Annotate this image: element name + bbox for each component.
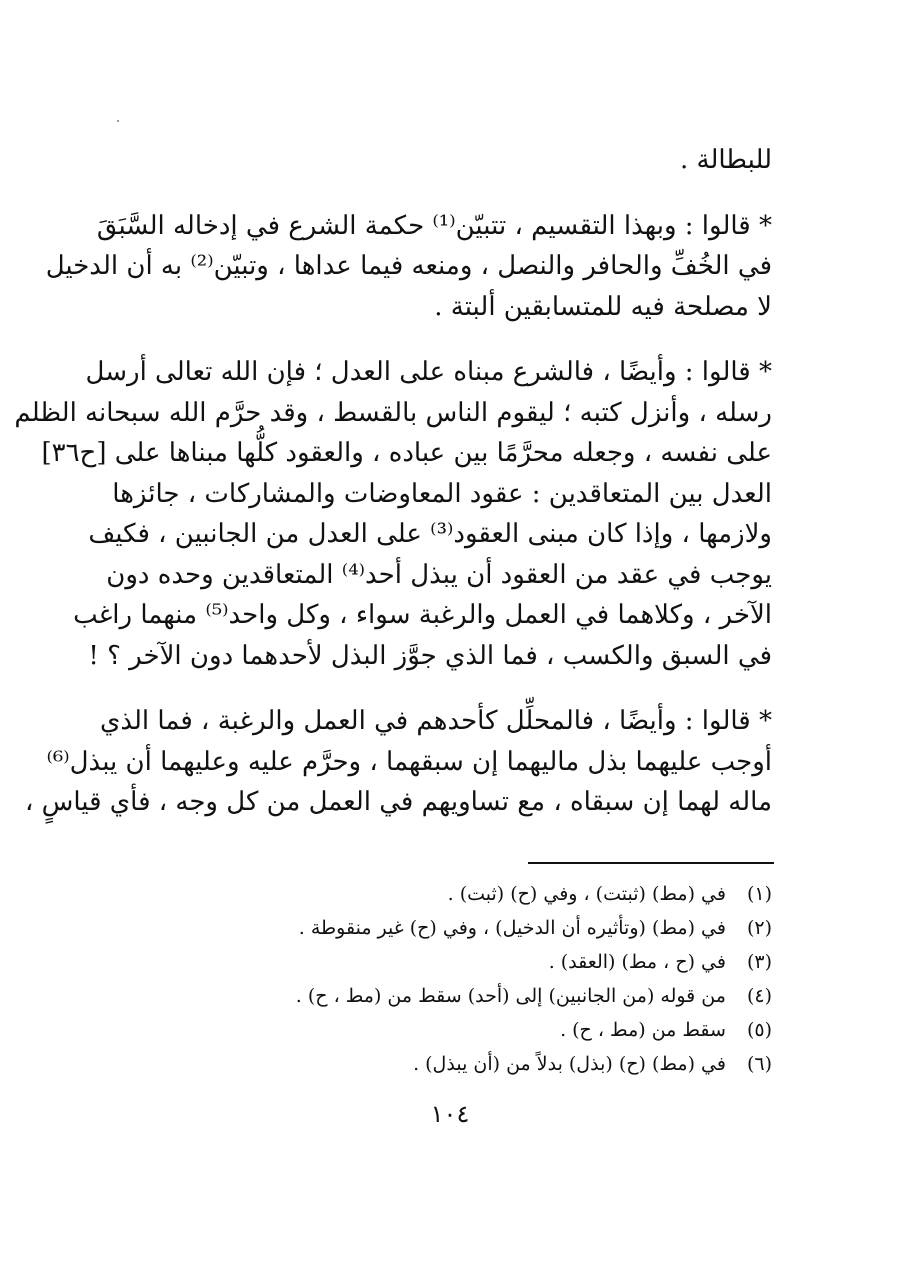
text-line: في الخُفِّ والحافر والنصل ، ومنعه فيما عداها ، وتبيّن⁽²⁾ به أن الدخيل <box>45 251 772 281</box>
footnote-text: من قوله (من الجانبين) إلى (أحد) سقط من (مط ، ح) . <box>295 985 726 1007</box>
text-line: لا مصلحة فيه للمتسابقين ألبتة . <box>434 291 772 322</box>
text-line: أوجب عليهما بذل ماليهما إن سبقهما ، وحرَّم عليه وعليهما أن يبذل⁽⁶⁾ <box>46 746 772 777</box>
footnote-number: (١) <box>746 883 772 905</box>
text-line: رسله ، وأنزل كتبه ؛ ليقوم الناس بالقسط ، وقد حرَّم الله سبحانه الظلم <box>14 397 772 428</box>
footnote-5 <box>200 1013 772 1047</box>
opening-line-paragraph <box>128 140 772 181</box>
footnote-text: في (مط) (ح) (بذل) بدلاً من (أن يبذل) . <box>413 1053 726 1075</box>
paragraph-2 <box>14 352 772 676</box>
footnote-4 <box>200 979 772 1013</box>
text-line: العدل بين المتعاقدين : عقود المعاوضات والمشاركات ، جائزها <box>112 478 772 509</box>
footnote-number: (٥) <box>746 1019 772 1041</box>
footnote-number: (٢) <box>746 917 772 939</box>
text-line: * قالوا : وبهذا التقسيم ، تتبيّن⁽¹⁾ حكمة الشرع في إدخاله السَّبَقَ <box>96 210 772 241</box>
footnote-number: (٣) <box>746 951 772 973</box>
text-line: ولازمها ، وإذا كان مبنى العقود⁽³⁾ على العدل من الجانبين ، فكيف <box>88 519 772 549</box>
footnote-number: (٤) <box>746 985 772 1007</box>
footnote-3 <box>200 945 772 979</box>
opening-line: للبطالة . <box>679 145 772 175</box>
text-line: في السبق والكسب ، فما الذي جوَّز البذل لأحدهما دون الآخر ؟ ! <box>88 640 772 671</box>
footnote-number: (٦) <box>746 1053 772 1075</box>
scan-speck <box>117 120 119 122</box>
paragraph-3 <box>24 701 772 823</box>
footnote-6 <box>200 1047 772 1081</box>
text-line: * قالوا : وأيضًا ، فالمحلِّل كأحدهم في العمل والرغبة ، فما الذي <box>99 706 772 736</box>
text-line: يوجب في عقد من العقود أن يبذل أحد⁽⁴⁾ المتعاقدين وحده دون <box>106 559 772 590</box>
footnote-1 <box>200 877 772 911</box>
text-line: ماله لهما إن سبقاه ، مع تساويهم في العمل من كل وجه ، فأي قياسٍ ، <box>24 787 772 817</box>
text-line: الآخر ، وكلاهما في العمل والرغبة سواء ، وكل واحد⁽⁵⁾ منهما راغب <box>73 600 772 630</box>
text-line: على نفسه ، وجعله محرَّمًا بين عباده ، والعقود كلُّها مبناها على [ح٣٦] <box>41 438 772 468</box>
page-number: ١٠٤ <box>430 1100 470 1128</box>
paragraph-1 <box>45 206 772 328</box>
footnote-text: سقط من (مط ، ح) . <box>560 1019 726 1041</box>
footnote-separator <box>528 862 774 864</box>
footnote-2 <box>200 911 772 945</box>
footnote-text: في (مط) (ثبتت) ، وفي (ح) (ثبت) . <box>447 883 726 905</box>
footnote-text: في (ح ، مط) (العقد) . <box>548 951 726 973</box>
text-line: * قالوا : وأيضًا ، فالشرع مبناه على العدل ؛ فإن الله تعالى أرسل <box>85 357 772 387</box>
footnotes <box>200 877 772 1081</box>
footnote-text: في (مط) (وتأثيره أن الدخيل) ، وفي (ح) غير منقوطة . <box>298 917 726 939</box>
main-text <box>14 140 772 823</box>
